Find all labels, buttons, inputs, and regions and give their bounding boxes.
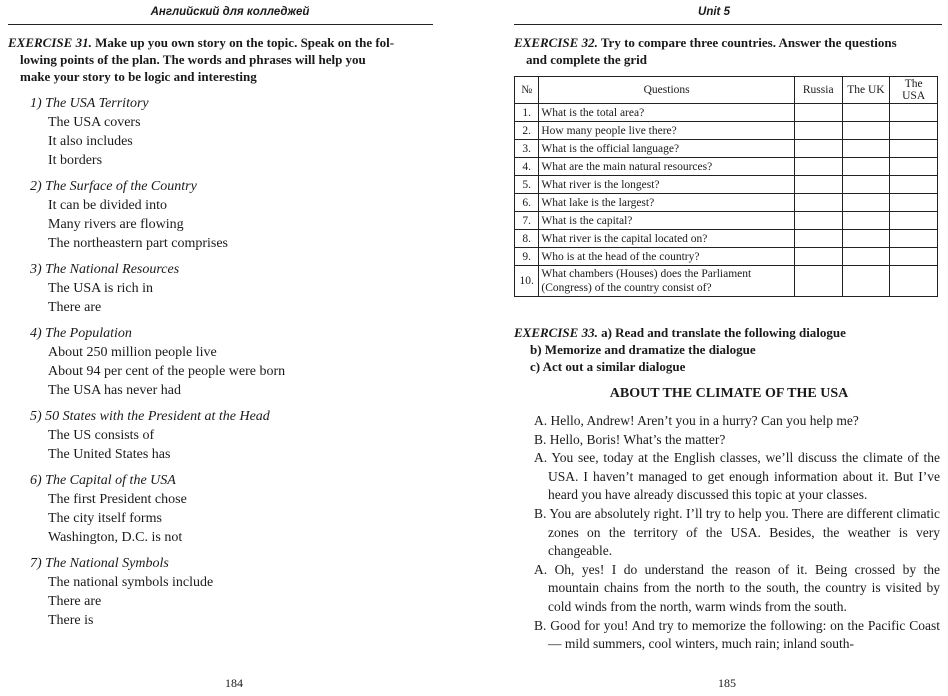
answer-cell-russia[interactable] [794, 266, 842, 297]
grid-row [515, 176, 938, 194]
section-line: The city itself forms [48, 511, 162, 526]
row-question: What are the main natural resources? [539, 158, 794, 176]
dialogue-line: A. Oh, yes! I do understand the reason of it. Being crossed by the mountain chains from the north to the south, the country is visited by cold winds from the north, warm winds from the south. [534, 561, 940, 614]
grid-row [515, 230, 938, 248]
answer-cell-russia[interactable] [794, 158, 842, 176]
grid-header-row [515, 77, 938, 104]
answer-cell-russia[interactable] [794, 212, 842, 230]
exercise-32-label: EXERCISE 32. [514, 35, 598, 50]
answer-cell-russia[interactable] [794, 248, 842, 266]
grid-row [515, 158, 938, 176]
section-line: There are [48, 594, 102, 609]
answer-cell-uk[interactable] [842, 122, 890, 140]
answer-cell-usa[interactable] [890, 158, 938, 176]
section-title: 7) The National Symbols [30, 556, 169, 571]
answer-cell-usa[interactable] [890, 140, 938, 158]
section-line: Washington, D.C. is not [48, 530, 183, 545]
answer-cell-russia[interactable] [794, 194, 842, 212]
section-title: 3) The National Resources [30, 262, 180, 277]
grid-header-russia: Russia [794, 77, 842, 104]
dialogue-line: A. You see, today at the English classes, we’ll discuss the climate of the USA. I haven’t managed to get enough information about it. But I’ve heard you have already discussed this topic at your classes. [534, 450, 940, 503]
answer-cell-uk[interactable] [842, 104, 890, 122]
exercise-32-text-line2: and complete the grid [526, 52, 647, 67]
plan-section-symbols [30, 555, 285, 630]
plan-section-resources [30, 261, 285, 317]
dialogue [534, 412, 940, 654]
section-line: The USA covers [48, 115, 141, 130]
row-question: Who is at the head of the country? [539, 248, 794, 266]
plan-section-states [30, 408, 285, 464]
section-line: The northeastern part comprises [48, 236, 228, 251]
section-title: 1) The USA Territory [30, 96, 149, 111]
grid-row [515, 140, 938, 158]
section-line: About 250 million people live [48, 345, 217, 360]
row-number: 3. [515, 140, 539, 158]
answer-cell-usa[interactable] [890, 176, 938, 194]
answer-cell-usa[interactable] [890, 194, 938, 212]
grid-header-usa: The USA [890, 77, 938, 104]
exercise-33-task-b: b) Memorize and dramatize the dialogue [530, 342, 756, 357]
exercise-31-text-line1: Make up you own story on the topic. Speak on the fol- [95, 35, 395, 50]
dialogue-title: ABOUT THE CLIMATE OF THE USA [609, 386, 849, 401]
section-line: It borders [48, 153, 103, 168]
section-line: It also includes [48, 134, 133, 149]
exercise-31-label: EXERCISE 31. [8, 35, 92, 50]
answer-cell-usa[interactable] [890, 104, 938, 122]
right-page [474, 0, 948, 696]
section-title: 4) The Population [30, 326, 132, 341]
grid-row [515, 266, 938, 297]
answer-cell-russia[interactable] [794, 104, 842, 122]
answer-cell-russia[interactable] [794, 176, 842, 194]
answer-cell-uk[interactable] [842, 140, 890, 158]
page-number-left: 184 [225, 676, 243, 690]
grid-header-number: № [515, 77, 539, 104]
row-question: What is the official language? [539, 140, 794, 158]
row-question: What lake is the largest? [539, 194, 794, 212]
plan-list [30, 95, 285, 638]
plan-section-territory [30, 95, 285, 170]
section-line: There is [48, 613, 94, 628]
section-line: The first President chose [48, 492, 187, 507]
answer-cell-russia[interactable] [794, 140, 842, 158]
plan-section-surface [30, 178, 285, 253]
dialogue-line: B. Hello, Boris! What’s the matter? [534, 431, 726, 447]
answer-cell-uk[interactable] [842, 212, 890, 230]
answer-cell-uk[interactable] [842, 230, 890, 248]
answer-cell-usa[interactable] [890, 248, 938, 266]
plan-section-capital [30, 472, 285, 547]
grid-header-uk: The UK [842, 77, 890, 104]
row-question: What is the total area? [539, 104, 794, 122]
plan-section-population [30, 325, 285, 400]
section-line: About 94 per cent of the people were born [48, 364, 286, 379]
page-number-right: 185 [718, 676, 736, 690]
comparison-grid [514, 76, 938, 297]
row-question: What river is the longest? [539, 176, 794, 194]
row-number: 2. [515, 122, 539, 140]
row-number: 5. [515, 176, 539, 194]
grid-row [515, 194, 938, 212]
row-number: 9. [515, 248, 539, 266]
row-number: 8. [515, 230, 539, 248]
dialogue-line: B. Good for you! And try to memorize the following: on the Pacific Coast — mild summers, cool winters, much rain; inland south- [534, 617, 940, 652]
running-head-left: Английский для колледжей [150, 6, 310, 18]
running-head-right: Unit 5 [698, 6, 730, 18]
section-line: The United States has [48, 447, 171, 462]
grid-header-questions: Questions [539, 77, 794, 104]
answer-cell-usa[interactable] [890, 266, 938, 297]
header-rule-right [514, 24, 942, 25]
exercise-31-text-line2: lowing points of the plan. The words and phrases will help you [20, 52, 366, 67]
answer-cell-uk[interactable] [842, 158, 890, 176]
row-number: 10. [515, 266, 539, 297]
exercise-33-task-a: a) Read and translate the following dialogue [601, 325, 846, 340]
row-number: 1. [515, 104, 539, 122]
dialogue-line: A. Hello, Andrew! Aren’t you in a hurry? Can you help me? [534, 413, 859, 428]
row-question: How many people live there? [539, 122, 794, 140]
exercise-33-task-c: c) Act out a similar dialogue [530, 359, 686, 374]
answer-cell-uk[interactable] [842, 266, 890, 297]
dialogue-line: B. You are absolutely right. I’ll try to help you. There are different climatic zones on the territory of the USA. Besides, the weather is very changeable. [534, 505, 940, 559]
answer-cell-uk[interactable] [842, 176, 890, 194]
section-line: The US consists of [48, 428, 155, 443]
answer-cell-uk[interactable] [842, 248, 890, 266]
row-question: What is the capital? [539, 212, 794, 230]
grid-row [515, 122, 938, 140]
section-title: 6) The Capital of the USA [30, 473, 176, 488]
row-question: What chambers (Houses) does the Parliament (Congress) of the country consist of? [539, 266, 794, 297]
grid-row [515, 212, 938, 230]
section-title: 5) 50 States with the President at the Head [30, 409, 270, 424]
exercise-33-label: EXERCISE 33. [514, 325, 598, 340]
section-line: It can be divided into [48, 198, 167, 213]
answer-cell-usa[interactable] [890, 230, 938, 248]
section-line: The national symbols include [48, 575, 214, 590]
exercise-31-text-line3: make your story to be logic and interesting [20, 69, 257, 84]
exercise-32-heading [514, 34, 944, 68]
section-line: There are [48, 300, 102, 315]
answer-cell-usa[interactable] [890, 122, 938, 140]
row-question: What river is the capital located on? [539, 230, 794, 248]
exercise-32-text-line1: Try to compare three countries. Answer the questions [600, 35, 897, 50]
answer-cell-russia[interactable] [794, 122, 842, 140]
exercise-33-heading [514, 324, 944, 375]
answer-cell-russia[interactable] [794, 230, 842, 248]
section-line: Many rivers are flowing [48, 217, 184, 232]
exercise-31-heading [8, 34, 438, 85]
row-number: 4. [515, 158, 539, 176]
row-number: 7. [515, 212, 539, 230]
section-line: The USA has never had [48, 383, 181, 398]
section-line: The USA is rich in [48, 281, 153, 296]
answer-cell-uk[interactable] [842, 194, 890, 212]
section-title: 2) The Surface of the Country [30, 179, 197, 194]
grid-row [515, 248, 938, 266]
answer-cell-usa[interactable] [890, 212, 938, 230]
header-rule-left [8, 24, 433, 25]
grid-row [515, 104, 938, 122]
row-number: 6. [515, 194, 539, 212]
